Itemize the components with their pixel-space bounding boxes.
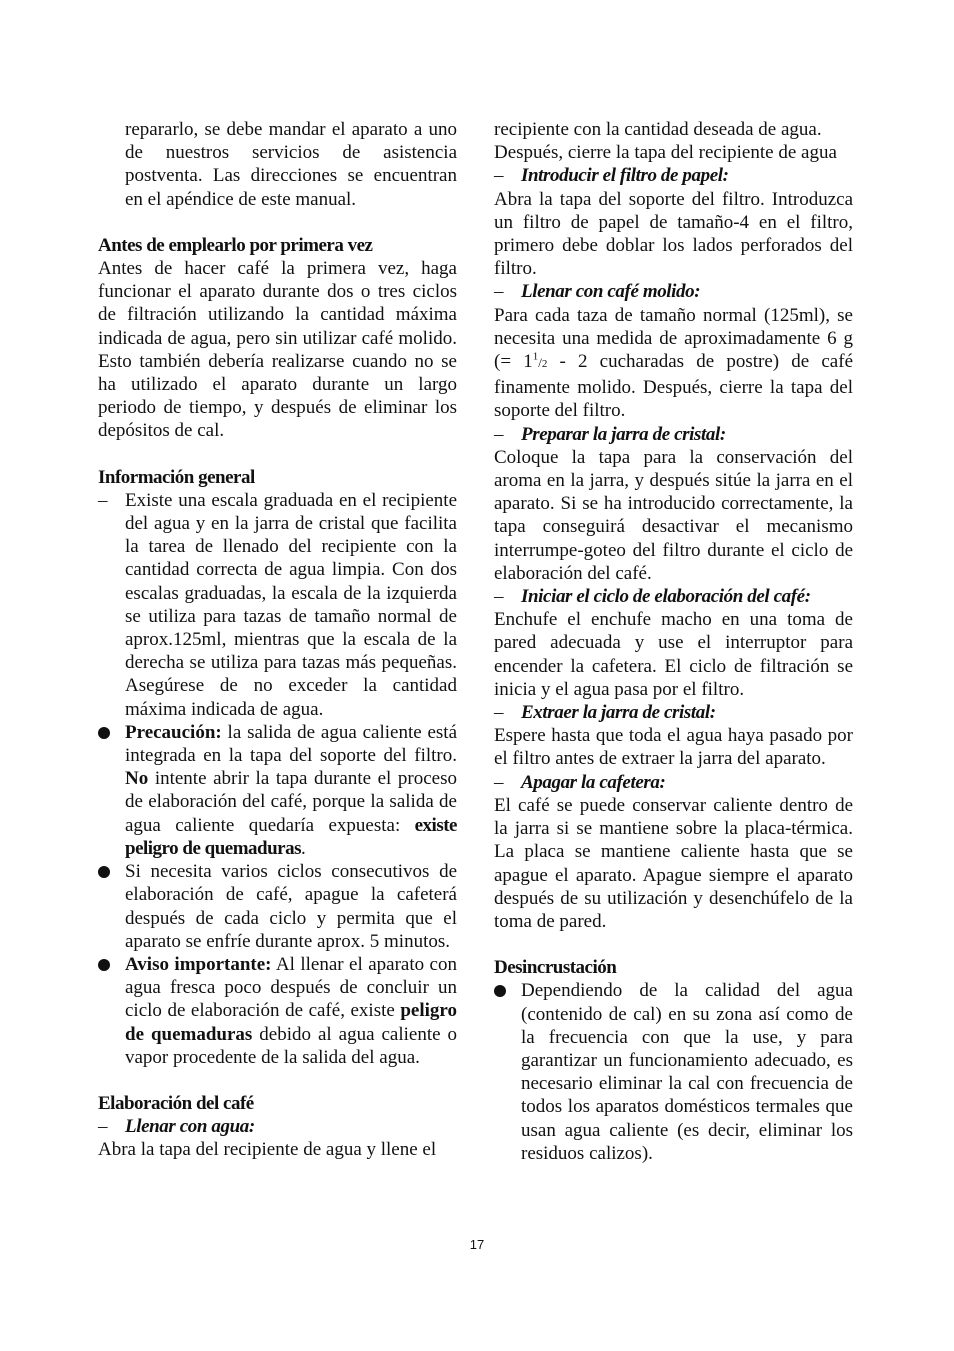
step-paper-filter-title: [494, 164, 853, 187]
dash-marker: –: [494, 165, 504, 187]
bullet-dot-icon: [494, 985, 506, 997]
ground-coffee-text-b: - 2 cucharadas de postre) de café finamente molido. Después, cierre la tapa del soporte del filtro.: [494, 351, 853, 422]
important-notice-burn-warning: peligro de quemaduras: [125, 1000, 457, 1045]
step-title-text: Iniciar el ciclo de elaboración del café:: [521, 586, 811, 608]
step-title-text: Extraer la jarra de cristal:: [521, 702, 716, 724]
section-heading-general-info: Información general: [98, 466, 255, 488]
step-switch-off-body: El café se puede conservar caliente dentro de la jarra si se mantiene sobre la placa-térmica. La placa se mantiene caliente hasta que se apague el aparato. Apague siempre el aparato después de su utilización y desenchúfelo de la toma de pared.: [494, 794, 853, 932]
consecutive-cycles-bullet: [98, 860, 457, 953]
dash-marker: –: [494, 771, 504, 793]
dash-marker: –: [494, 702, 504, 724]
section-heading-first-use: Antes de emplearlo por primera vez: [98, 234, 373, 256]
caution-end: .: [301, 837, 306, 859]
left-column: [98, 118, 457, 1162]
step-start-cycle-title: [494, 585, 853, 608]
caution-label: Precaución:: [125, 721, 222, 743]
first-use-paragraph: Antes de hacer café la primera vez, haga funcionar el aparato durante dos o tres ciclos de filtración utilizando la cantidad máxima indicada de agua, pero sin utilizar café molido. Esto también debería realizarse cuando no se ha utilizado el aparato durante un largo periodo de tiempo, y después de eliminar los depósitos de cal.: [98, 258, 457, 442]
step-prepare-jug-title: [494, 423, 853, 446]
caution-no: No: [125, 768, 149, 790]
step-paper-filter-body: Abra la tapa del soporte del filtro. Introduzca un filtro de papel de tamaño-4 en el filtro, primero debe doblar los lados perforados del filtro.: [494, 188, 853, 280]
step-ground-coffee-title: [494, 280, 853, 303]
bullet-dot-icon: [98, 959, 110, 971]
dash-marker: –: [98, 1116, 108, 1138]
important-notice-label: Aviso importante:: [125, 953, 272, 975]
step-prepare-jug-body: Coloque la tapa para la conservación del aroma en la jarra, y después sitúe la jarra en el aparato. Si se ha introducido correctamente, la tapa conseguirá desactivar el mecanismo interrumpe-goteo del filtro durante el ciclo de elaboración del café.: [494, 446, 853, 584]
step-title-text: Apagar la cafetera:: [521, 771, 666, 793]
step-switch-off-title: [494, 771, 853, 794]
step-ground-coffee-body: [494, 304, 853, 423]
dash-marker: –: [494, 281, 504, 303]
step-remove-jug-title: [494, 701, 853, 724]
step-title-text: Llenar con agua:: [125, 1116, 255, 1138]
caution-text-2: intente abrir la tapa durante el proceso de elaboración del café, porque la salida de agua caliente quedaría expuesta:: [125, 768, 457, 836]
caution-text-1: la salida de agua caliente está integrada en la tapa del soporte del filtro.: [125, 721, 457, 767]
intro-paragraph: repararlo, se debe mandar el aparato a uno de nuestros servicios de asistencia postventa. Las direcciones se encuentran en el apéndice de este manual.: [125, 119, 457, 210]
general-info-text: Existe una escala graduada en el recipiente del agua y en la jarra de cristal que facilita la tarea de llenado del recipiente con la cantidad correcta de agua limpia. Con dos escalas graduadas, la escala de la izquierda se utiliza para tazas de tamaño normal de aprox.125ml, mientras que la escala de la derecha se utiliza para tazas más pequeñas. Asegúrese de no exceder la cantidad máxima indicada de agua.: [125, 489, 457, 720]
descaling-bullet: [494, 979, 853, 1165]
caution-bullet: [98, 721, 457, 860]
step-remove-jug-body: Espere hasta que toda el agua haya pasado por el filtro antes de extraer la jarra del aparato.: [494, 725, 853, 770]
important-notice-bullet: [98, 953, 457, 1069]
general-info-dash-item: [98, 489, 457, 721]
step-fill-water-title: [98, 1115, 457, 1138]
section-heading-coffee-making: Elaboración del café: [98, 1092, 254, 1114]
section-heading-descaling: Desincrustación: [494, 957, 617, 979]
page-number: 17: [469, 1237, 485, 1252]
ground-coffee-text-a: Para cada taza de tamaño normal (125ml), se necesita una medida de aproximadamente 6 g (= 1: [494, 304, 853, 373]
step-title-text: Preparar la jarra de cristal:: [521, 423, 726, 445]
step-fill-water-body-start: Abra la tapa del recipiente de agua y llene el: [98, 1139, 437, 1161]
dash-marker: –: [494, 423, 504, 445]
step-title-text: Llenar con café molido:: [521, 281, 701, 303]
important-notice-text-1: Al llenar el aparato con agua fresca poco después de concluir un ciclo de elaboración de café, existe: [125, 953, 457, 1022]
bullet-dot-icon: [98, 866, 110, 878]
fraction-numerator: 1: [532, 350, 539, 363]
bullet-dot-icon: [98, 727, 110, 739]
fraction-slash: /: [538, 355, 542, 371]
consecutive-cycles-text: Si necesita varios ciclos consecutivos de elaboración de café, apague la cafeterá después de cada ciclo y permita que el aparato se enfríe durante aprox. 5 minutos.: [125, 861, 457, 952]
caution-burn-warning: existe peligro de quemaduras: [125, 814, 457, 859]
step-start-cycle-body: Enchufe el enchufe macho en una toma de pared adecuada y use el interruptor para encender la cafetera. El ciclo de filtración se inicia y el agua pasa por el filtro.: [494, 609, 853, 700]
dash-marker: –: [494, 586, 504, 608]
fraction-denominator: 2: [541, 358, 548, 371]
step-fill-water-body-end: recipiente con la cantidad deseada de agua. Después, cierre la tapa del recipiente de agua: [494, 119, 837, 164]
important-notice-text-2: debido al agua caliente o vapor procedente de la salida del agua.: [125, 1023, 458, 1068]
right-column: [494, 118, 853, 1165]
descaling-text: Dependiendo de la calidad del agua (contenido de cal) en su zona así como de la frecuencia con que la use, y para garantizar un funcionamiento adecuado, es necesario eliminar la cal con frecuencia de todos los aparatos domésticos termales que usan agua caliente (es decir, eliminar los residuos calizos).: [521, 980, 853, 1164]
dash-marker: –: [98, 489, 108, 511]
step-title-text: Introducir el filtro de papel:: [521, 165, 729, 187]
